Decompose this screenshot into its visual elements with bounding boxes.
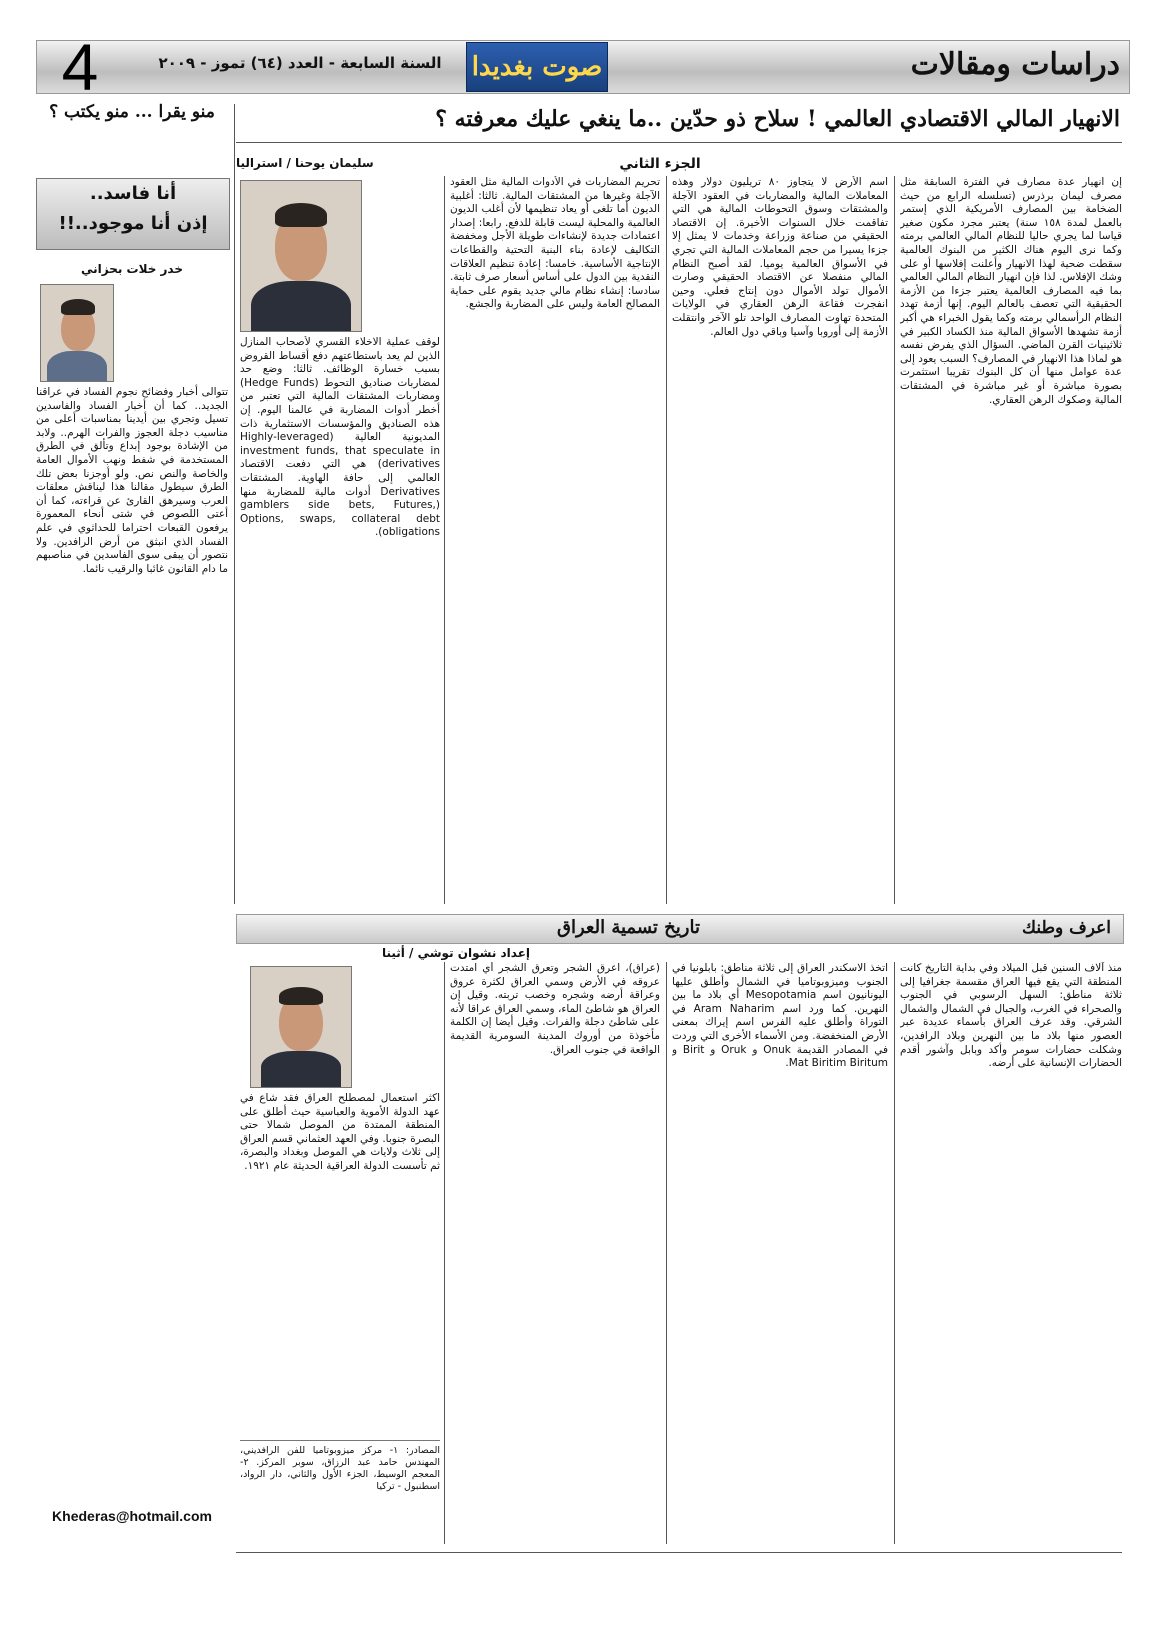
column-rule — [444, 962, 445, 1544]
iraq-article-sources: المصادر: ١- مركز ميزوبوتاميا للفن الرافديني، المهندس حامد عبد الرزاق، سوبر المركز. ٢- المعجم الوسيط، الجزء الأول والثاني، دار الرواد، اسطنبول - تركيا — [240, 1440, 440, 1545]
main-article-col-1: إن انهيار عدة مصارف في الفترة السابقة مثل مصرف ليمان برذرس (تسلسله الرابع من حيث الضخامة بين المصارف الأمريكية الذي إستمر بالعمل لمدة ١٥٨ سنة) يعتبر مجرد مكون صغير قياسا لما يجري حاليا للنظام المالي العالمي برمته وكما نرى اليوم هناك الكثير من البنوك العالمية سقطت ضحية لهذا الانهيار وأعلنت إفلاسها أو على وشك الإفلاس. لذا فإن انهيار النظام المالي العالمي بما فيه المصارف العالمية يعتبر جزءا من الأزمة الحقيقية التي تعصف بالعالم اليوم. إنها أزمة تهدد النظام الرأسمالي برمته وكما يقول الخبراء هي أكبر أزمة تشهدها الأسواق المالية منذ الكساد الكبير في ثلاثينيات القرن الماضي. السؤال الذي يفرض نفسه هو لماذا هذا الانهيار في المصارف؟ السبب يعود إلى عدة عوامل منها أن كل البنوك تقريبا استثمرت بصورة مباشرة أو غير مباشرة في المشتقات المالية وصكوك الرهن العقاري. — [900, 176, 1122, 406]
main-article-col-2: اسم الأرض لا يتجاوز ٨٠ تريليون دولار وهذه المعاملات المالية والمضاربات في العقود الآجلة والمشتقات وسوق التحوطات المالية هي التي تفاقمت خلال السنوات الأخيرة. إن الاقتصاد الحقيقي من صناعة وزراعة وخدمات لا يمثل إلا جزءا يسيرا من حجم المعاملات المالية التي تجري في الأسواق العالمية يوميا. لقد أصبح النظام المالي منفصلا عن الاقتصاد الحقيقي وصارت الأموال تولد الأموال دون إنتاج فعلي. وحين انفجرت فقاعة الرهن العقاري في الولايات المتحدة تهاوت المصارف الواحد تلو الآخر وانتقلت الأزمة إلى أوروبا وآسيا وباقي دول العالم. — [672, 176, 888, 338]
issue-info: السنة السابعة - العدد (٦٤) تموز - ٢٠٠٩ — [158, 54, 442, 72]
article-author: سليمان يوحنا / استراليا — [236, 156, 374, 170]
sidebar-author: خدر خلات بحزاني — [80, 262, 184, 276]
divider — [236, 1552, 1122, 1553]
iraq-author-photo — [250, 966, 352, 1088]
page-number: 4 — [61, 30, 99, 104]
divider — [236, 142, 1122, 143]
column-rule — [444, 176, 445, 904]
iraq-article-col-3: (عراق)، اعرق الشجر وتعرق الشجر أي امتدت عروقه في الأرض وسمي العراق لكثرة عروق وعراقة أرضه وشجره وخصب تربته. وقيل إن العراق هو شاطئ الماء، وسمي العراق عراقا لأنه على شاطئ دجلة والفرات. وقيل أيضا إن الكلمة مأخوذة من أوروك المدينة السومرية القديمة الواقعة في جنوب العراق. — [450, 962, 660, 1056]
column-rule — [894, 176, 895, 904]
iraq-article-col-4: اكثر استعمال لمصطلح العراق فقد شاع في عهد الدولة الأموية والعباسية حيث أطلق على المنطقة الممتدة من الموصل شمالا حتى البصرة جنوبا. وفي العهد العثماني قسم العراق إلى ثلاث ولايات هي الموصل وبغداد والبصرة، ثم تأسست الدولة العراقية الحديثة عام ١٩٢١. — [240, 1092, 440, 1172]
sidebar-headline-1: أنا فاسد.. — [89, 183, 177, 204]
author-photo — [240, 180, 362, 332]
iraq-article-col-2: اتخذ الاسكندر العراق إلى ثلاثة مناطق: بابلونيا في الجنوب وميزوبوتاميا في الشمال وأطلق عليها اليونانيون اسم Mesopotamia أي بلاد ما بين النهرين. كما ورد اسم Aram Naharim في التوراة وأطلق عليه الفرس اسم إيراك بمعنى الأرض المنخفضة. ومن الأسماء الأخرى التي وردت في المصادر القديمة Onuk و Oruk و Birit و Mat Biritim Biritum. — [672, 962, 888, 1070]
column-rule — [666, 962, 667, 1544]
sidebar-headline-2: إذن أنا موجود..!! — [58, 213, 208, 234]
kids-article-overflow — [36, 1556, 1122, 1626]
column-rule — [894, 962, 895, 1544]
iraq-article-col-1: منذ آلاف السنين قبل الميلاد وفي بداية التاريخ كانت المنطقة التي يقع فيها العراق مقسمة جغرافيا إلى ثلاثة مناطق: السهل الرسوبي في الجنوب والصحراء في الغرب، والجبال في الشمال والشمال الشرقي. وقد عرف العراق بأسماء عديدة عبر العصور منها بلاد ما بين النهرين وبلاد الرافدين، وشكلت حضارات سومر وأكد وبابل وآشور أقدم الحضارات الإنسانية على أرضه. — [900, 962, 1122, 1070]
masthead-logo: صوت بغديدا — [466, 42, 608, 92]
iraq-article-title: تاريخ تسمية العراق — [557, 917, 700, 938]
main-article-col-4: لوقف عملية الاخلاء القسري لأصحاب المنازل الذين لم يعد باستطاعتهم دفع أقساط القروض بسبب خسارة الوظائف. ثالثا: وضع حد لمضاربات صناديق التحوط (Hedge Funds) ومضاربات المشتقات المالية التي تعتبر من أخطر أدوات المضاربة في عالمنا اليوم. إن هذه الصناديق والمؤسسات الاستثمارية ذات المديونية العالية (Highly-leveraged investment funds, that speculate in derivatives) هي التي دفعت الاقتصاد العالمي إلى حافة الهاوية. المشتقات Derivatives أدوات مالية للمضاربة منها (gamblers side bets, Futures, Options, swaps, collateral debt obligations). — [240, 336, 440, 539]
sidebar-title: منو يقرا ... منو يكتب ؟ — [49, 102, 215, 122]
band-label: اعرف وطنك — [1022, 918, 1111, 938]
iraq-article-author: إعداد نشوان توشي / أثينا — [381, 946, 531, 960]
column-rule — [234, 104, 235, 904]
section-title: دراسات ومقالات — [910, 47, 1120, 82]
article-part-label: الجزء الثاني — [619, 156, 701, 172]
main-article-col-3: تحريم المضاربات في الأدوات المالية مثل العقود الآجلة وغيرها من المشتقات المالية. ثالثا: أغلبية الديون أما تلغى أو يعاد تنظيمها لأن أغلب الديون العالمية والمحلية ليست قابلة للدفع. رابعا: إصدار اعتمادات جديدة لإنشاءات طويلة الأجل ومخفضة التكاليف لإعادة بناء البنية التحتية والقطاعات الإنتاجية الأساسية. خامسا: إعادة تنظيم العلاقات النقدية بين الدول على أساس أسعار صرف ثابتة. سادسا: إنشاء نظام مالي جديد يقوم على حماية المصالح العامة وليس على المضاربة والجشع. — [450, 176, 660, 311]
main-article-title: الانهيار المالي الاقتصادي العالمي ! سلاح ذو حدّين ..ما ينغي عليك معرفته ؟ — [435, 106, 1120, 132]
iraq-article-band — [236, 914, 1124, 944]
sidebar-email[interactable]: Khederas@hotmail.com — [52, 1508, 212, 1524]
main-article-col-4-top — [366, 180, 440, 330]
sidebar-headline-box — [36, 178, 230, 250]
column-rule — [666, 176, 667, 904]
sidebar-body: تتوالى أخبار وفضائح نجوم الفساد في عراقنا الجديد.. كما أن أخبار الفساد والفاسدين تسيل وتجري بين أيدينا بمناسبات أعلى من مناسيب دجلة العجوز والفرات الهرم.. ولابد من الإشادة بوجود إبداع وتألق في الطرق المستخدمة في شفط ونهب الأموال العامة والخاصة والنص نص. ولو أوجزنا بعض تلك الطرق سيطول مقالنا هذا ليناقش معلقات العرب وسيرهق القارئ عن قراءته، كما أن أعتى اللصوص في شتى أنحاء المعمورة يرفعون القبعات احتراما للحداثوي في علم الفساد الذي انبثق من أرض الرافدين. ولا نتصور أن يبقى سوى الفاسدين في مناصبهم ما دام القانون غائبا والرقيب نائما. — [36, 386, 228, 575]
